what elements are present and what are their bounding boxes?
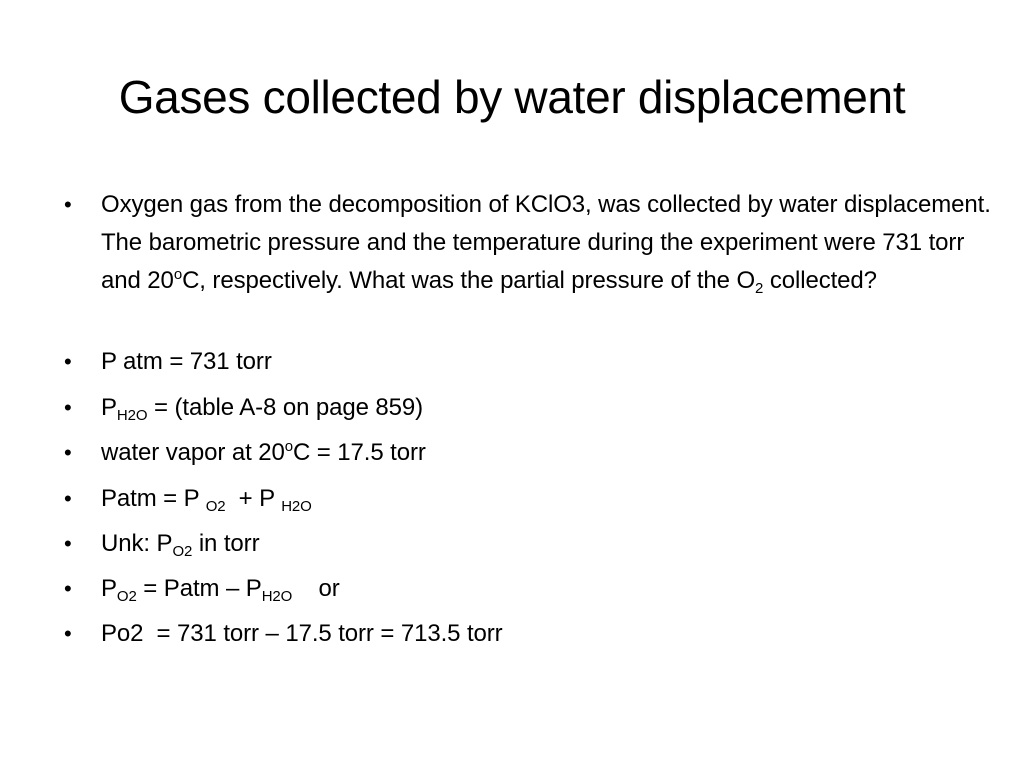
bullet-icon: • bbox=[64, 576, 72, 601]
degree-superscript: o bbox=[284, 438, 293, 455]
slide-title: Gases collected by water displacement bbox=[118, 71, 906, 123]
h2o-subscript: H2O bbox=[261, 588, 293, 605]
bullet-item-patm bbox=[64, 343, 991, 381]
o2-subscript: O2 bbox=[172, 543, 193, 560]
bullet-icon: • bbox=[64, 531, 72, 556]
bullet-icon: • bbox=[64, 440, 72, 465]
water-vapor-text: water vapor at 20 bbox=[101, 439, 285, 466]
o2-subscript: 2 bbox=[755, 280, 764, 297]
answer-text: Po2 = 731 torr – 17.5 torr = 713.5 torr bbox=[101, 620, 503, 647]
question-text: Oxygen gas from the decomposition of KClO3, was collected by water displacement. The barometric pressure and the temperature during the experiment were 731 torr and 20 bbox=[101, 191, 991, 294]
patm-text: P atm = 731 torr bbox=[101, 348, 272, 375]
ph2o-p: P bbox=[101, 394, 117, 421]
bullet-icon: • bbox=[64, 349, 72, 374]
bullet-icon: • bbox=[64, 621, 72, 646]
ph2o-text: = (table A-8 on page 859) bbox=[147, 394, 424, 421]
bullet-item-patm-sum bbox=[64, 480, 991, 518]
h2o-subscript: H2O bbox=[281, 498, 312, 515]
po2-formula-text: = Patm – P bbox=[136, 575, 262, 602]
bullet-item-question bbox=[64, 186, 991, 300]
bullet-item-answer bbox=[64, 615, 991, 653]
patm-sum-text: Patm = P bbox=[101, 485, 206, 512]
question-text-cont: C, respectively. What was the partial pressure of the O bbox=[182, 267, 756, 294]
o2-subscript: O2 bbox=[205, 498, 226, 515]
bullet-item-water-vapor bbox=[64, 434, 991, 472]
unknown-text: Unk: P bbox=[101, 530, 173, 557]
bullet-item-ph2o bbox=[64, 389, 991, 427]
question-text-end: collected? bbox=[763, 267, 877, 294]
patm-sum-plus: + P bbox=[225, 485, 282, 512]
o2-subscript: O2 bbox=[116, 588, 137, 605]
po2-p: P bbox=[101, 575, 117, 602]
bullet-icon: • bbox=[64, 395, 72, 420]
bullet-icon: • bbox=[64, 486, 72, 511]
bullet-icon: • bbox=[64, 192, 72, 217]
bullet-item-unknown bbox=[64, 525, 991, 563]
h2o-subscript: H2O bbox=[116, 407, 148, 424]
unknown-text-end: in torr bbox=[192, 530, 260, 557]
degree-superscript: o bbox=[173, 266, 183, 283]
water-vapor-text-end: C = 17.5 torr bbox=[293, 439, 426, 466]
po2-or: or bbox=[292, 575, 340, 602]
bullet-item-po2-formula bbox=[64, 570, 991, 608]
